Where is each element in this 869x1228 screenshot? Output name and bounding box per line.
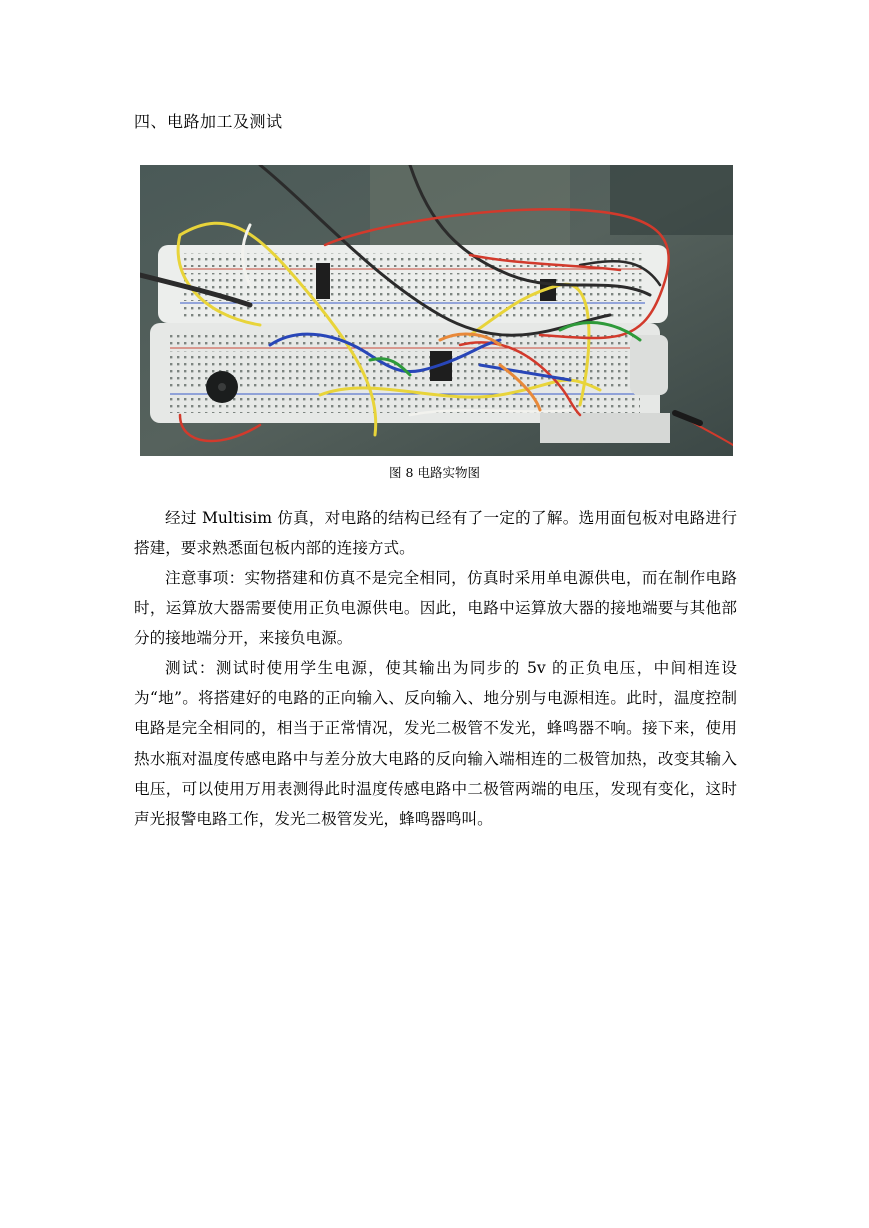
- breadboard-photo: [140, 165, 733, 456]
- op-amp-chip-1: [316, 263, 330, 299]
- breadboard-circuit-illustration: [140, 165, 733, 456]
- body-paragraph: 注意事项：实物搭建和仿真不是完全相同，仿真时采用单电源供电，而在制作电路时，运算放大器需要使用正负电源供电。因此，电路中运算放大器的接地端要与其他部分的接地端分开，来接负电源。: [134, 569, 737, 648]
- body-paragraph: 经过 Multisim 仿真，对电路的结构已经有了一定的了解。选用面包板对电路进行搭建，要求熟悉面包板内部的连接方式。: [134, 509, 737, 558]
- section-heading: 四、电路加工及测试: [134, 112, 283, 131]
- figure-caption: 图 8 电路实物图: [389, 465, 480, 480]
- body-paragraph: 测试：测试时使用学生电源，使其输出为同步的 5v 的正负电压，中间相连设为“地”。将搭建好的电路的正向输入、反向输入、地分别与电源相连。此时，温度控制电路是完全相同的，相当于正常情况，发光二极管不发光，蜂鸣器不响。接下来，使用热水瓶对温度传感电路中与差分放大电路的反向输入端相连的二极管加热，改变其输入电压，可以使用万用表测得此时温度传感电路中二极管两端的电压，发现有变化，这时声光报警电路工作，发光二极管发光，蜂鸣器鸣叫。: [134, 659, 737, 829]
